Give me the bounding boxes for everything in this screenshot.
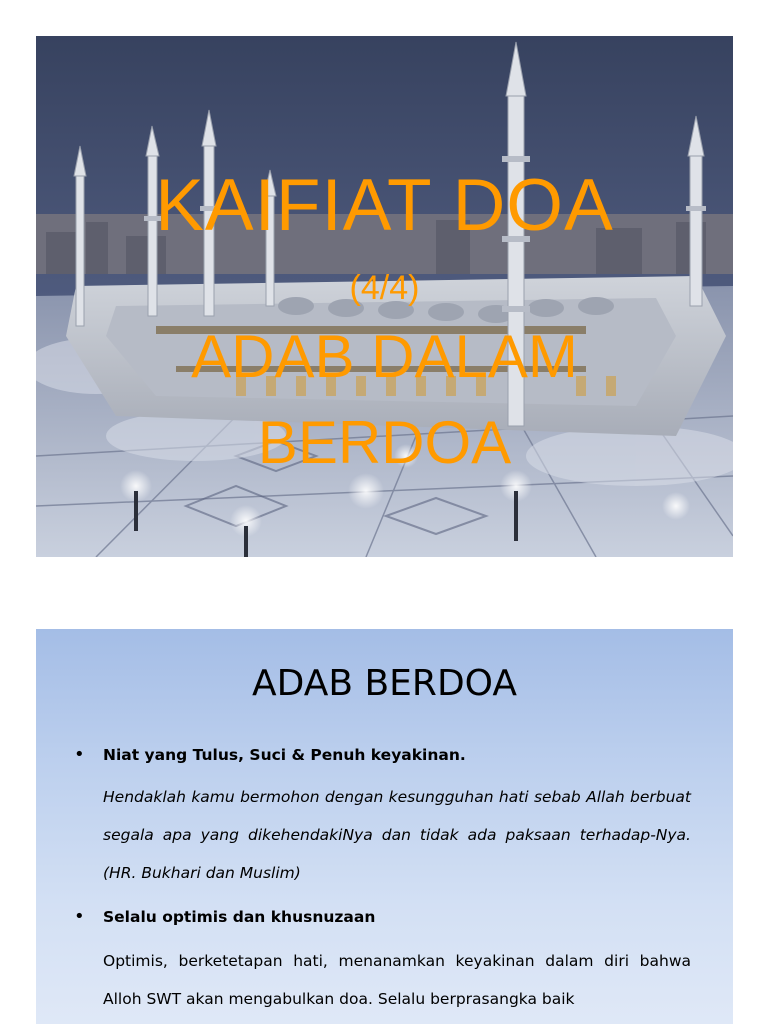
bullet-text: Selalu optimis dan khusnuzaan	[103, 908, 376, 926]
title-line-4: BERDOA	[257, 409, 512, 476]
title-line-2: (4/4)	[349, 269, 420, 307]
slide-heading: ADAB BERDOA	[252, 663, 517, 704]
bullet-text: Niat yang Tulus, Suci & Penuh keyakinan.	[103, 746, 466, 764]
slide-title	[36, 36, 733, 557]
content-slide	[36, 629, 733, 1024]
title-line-3: ADAB DALAM	[191, 323, 578, 390]
bullet-paragraph: Optimis, berketetapan hati, menanamkan keyakinan dalam diri bahwa Alloh SWT akan mengabulkan doa. Selalu berprasangka baik	[103, 952, 691, 1008]
bullet-dot-icon: •	[74, 744, 85, 765]
title-line-1: KAIFIAT DOA	[155, 165, 614, 246]
bullet-dot-icon: •	[74, 906, 85, 927]
bullet-paragraph: Hendaklah kamu bermohon dengan kesungguhan hati sebab Allah berbuat segala apa yang dikehendakiNya dan tidak ada paksaan terhadap-Nya. (HR. Bukhari dan Muslim)	[103, 788, 691, 882]
title-slide	[36, 36, 733, 557]
